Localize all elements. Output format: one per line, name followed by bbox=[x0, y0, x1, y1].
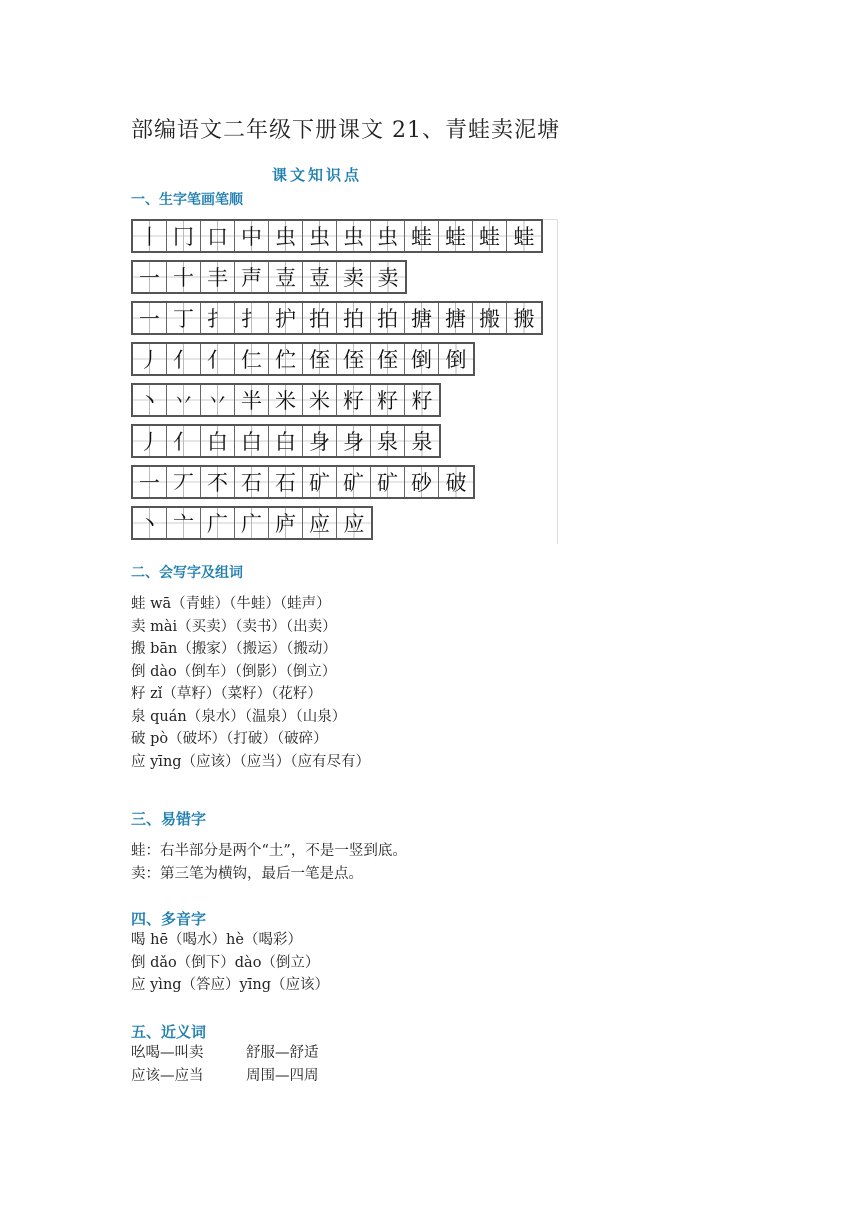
stroke-glyph: 蛙 bbox=[445, 225, 466, 249]
stroke-glyph: 虫 bbox=[377, 225, 398, 249]
stroke-cell bbox=[337, 262, 371, 292]
stroke-cell bbox=[133, 303, 167, 333]
stroke-glyph: 一 bbox=[139, 471, 160, 495]
polyphone-list bbox=[131, 929, 329, 997]
stroke-row bbox=[131, 424, 441, 458]
stroke-glyph: 拍 bbox=[309, 307, 330, 331]
stroke-glyph: 泉 bbox=[377, 430, 398, 454]
stroke-glyph: 蛙 bbox=[479, 225, 500, 249]
stroke-glyph: 矿 bbox=[377, 471, 398, 495]
stroke-glyph: 籽 bbox=[411, 389, 433, 413]
stroke-glyph: 搪 bbox=[411, 307, 432, 331]
synonym-row bbox=[131, 1042, 319, 1065]
error-prone-line: 蛙：右半部分是两个“土”，不是一竖到底。 bbox=[131, 843, 407, 859]
stroke-glyph: 丨 bbox=[139, 225, 160, 249]
stroke-cell bbox=[269, 221, 303, 251]
error-prone-list bbox=[131, 840, 407, 885]
stroke-glyph: 应 bbox=[343, 512, 365, 536]
stroke-order-chart bbox=[131, 219, 557, 543]
stroke-glyph: 白 bbox=[207, 430, 228, 454]
polyphone-line: 倒 dǎo（倒下）dào（倒立） bbox=[131, 954, 320, 971]
stroke-glyph: 丷 bbox=[173, 389, 194, 413]
stroke-glyph: 亻 bbox=[173, 430, 194, 454]
stroke-cell bbox=[167, 467, 201, 497]
stroke-glyph: 虫 bbox=[275, 225, 296, 249]
stroke-cell bbox=[405, 303, 439, 333]
stroke-glyph: 搬 bbox=[479, 307, 500, 331]
stroke-glyph: 丆 bbox=[173, 471, 194, 495]
stroke-cell bbox=[201, 385, 235, 415]
stroke-cell bbox=[201, 508, 235, 538]
synonym-list bbox=[131, 1042, 319, 1087]
stroke-cell bbox=[269, 344, 303, 374]
stroke-glyph: 侄 bbox=[309, 348, 330, 372]
stroke-glyph: 侄 bbox=[343, 348, 364, 372]
stroke-glyph: 身 bbox=[343, 430, 364, 454]
stroke-cell bbox=[439, 303, 473, 333]
stroke-glyph: 矿 bbox=[309, 471, 330, 495]
stroke-glyph: 伫 bbox=[275, 348, 296, 372]
synonym-pair: 周围—四周 bbox=[246, 1067, 319, 1084]
stroke-glyph: 石 bbox=[241, 471, 262, 495]
stroke-glyph: 蛙 bbox=[411, 225, 432, 249]
stroke-cell bbox=[405, 467, 439, 497]
stroke-glyph: 破 bbox=[445, 471, 467, 495]
stroke-glyph: 丁 bbox=[173, 307, 194, 331]
stroke-cell bbox=[371, 221, 405, 251]
stroke-cell bbox=[133, 221, 167, 251]
stroke-glyph: 亻 bbox=[173, 348, 194, 372]
stroke-glyph: 搪 bbox=[445, 307, 466, 331]
stroke-cell bbox=[133, 467, 167, 497]
stroke-glyph: 壴 bbox=[309, 266, 330, 290]
stroke-cell bbox=[133, 262, 167, 292]
stroke-cell bbox=[303, 385, 337, 415]
stroke-cell bbox=[303, 426, 337, 456]
stroke-cell bbox=[303, 221, 337, 251]
stroke-glyph: 口 bbox=[207, 225, 228, 249]
stroke-cell bbox=[201, 344, 235, 374]
stroke-glyph: 丷 bbox=[207, 389, 228, 413]
stroke-cell bbox=[337, 303, 371, 333]
stroke-cell bbox=[337, 344, 371, 374]
stroke-cell bbox=[371, 303, 405, 333]
stroke-glyph: 拍 bbox=[343, 307, 364, 331]
stroke-glyph: 搬 bbox=[513, 307, 535, 331]
stroke-cell bbox=[167, 508, 201, 538]
section-heading-error-prone: 三、易错字 bbox=[131, 810, 207, 828]
stroke-cell bbox=[235, 303, 269, 333]
stroke-cell bbox=[201, 303, 235, 333]
stroke-glyph: 籽 bbox=[343, 389, 364, 413]
stroke-cell bbox=[507, 303, 541, 333]
synonym-pair: 舒服—舒适 bbox=[246, 1045, 319, 1061]
stroke-glyph: 应 bbox=[309, 512, 330, 536]
stroke-cell bbox=[507, 221, 541, 251]
stroke-cell bbox=[371, 385, 405, 415]
stroke-glyph: 中 bbox=[241, 225, 262, 249]
stroke-glyph: 丶 bbox=[139, 512, 160, 536]
word-line: 泉 quán（泉水）（温泉）（山泉） bbox=[131, 708, 347, 725]
stroke-glyph: 亠 bbox=[173, 512, 194, 536]
stroke-cell bbox=[201, 262, 235, 292]
error-prone-line: 卖：第三笔为横钩，最后一笔是点。 bbox=[131, 865, 363, 882]
stroke-glyph: 白 bbox=[241, 430, 262, 454]
stroke-row bbox=[131, 342, 475, 376]
stroke-cell bbox=[405, 221, 439, 251]
stroke-glyph: 虫 bbox=[343, 225, 364, 249]
word-list bbox=[131, 593, 370, 773]
stroke-glyph: 扌 bbox=[207, 307, 228, 331]
section-heading-polyphones: 四、多音字 bbox=[131, 910, 207, 928]
stroke-cell bbox=[269, 467, 303, 497]
stroke-cell bbox=[133, 426, 167, 456]
synonym-row bbox=[131, 1065, 319, 1088]
stroke-glyph: 一 bbox=[139, 307, 160, 331]
stroke-cell bbox=[473, 303, 507, 333]
stroke-cell bbox=[269, 385, 303, 415]
stroke-cell bbox=[337, 426, 371, 456]
stroke-cell bbox=[473, 221, 507, 251]
stroke-glyph: 矿 bbox=[343, 471, 364, 495]
stroke-cell bbox=[201, 467, 235, 497]
stroke-glyph: 虫 bbox=[309, 225, 330, 249]
stroke-cell bbox=[337, 385, 371, 415]
stroke-glyph: 泉 bbox=[411, 430, 433, 454]
stroke-cell bbox=[405, 385, 439, 415]
stroke-cell bbox=[269, 508, 303, 538]
word-line: 搬 bān（搬家）（搬运）（搬动） bbox=[131, 641, 337, 657]
stroke-glyph: 蛙 bbox=[513, 225, 535, 249]
stroke-glyph: 壴 bbox=[275, 266, 296, 290]
stroke-cell bbox=[235, 262, 269, 292]
stroke-glyph: 一 bbox=[139, 266, 160, 290]
stroke-glyph: 扌 bbox=[241, 307, 262, 331]
stroke-glyph: 石 bbox=[275, 471, 296, 495]
page-title: 部编语文二年级下册课文 21、青蛙卖泥塘 bbox=[131, 118, 560, 143]
stroke-cell bbox=[303, 508, 337, 538]
stroke-row bbox=[131, 383, 441, 417]
stroke-cell bbox=[167, 344, 201, 374]
word-line: 倒 dào（倒车）（倒影）（倒立） bbox=[131, 663, 337, 680]
stroke-glyph: 护 bbox=[275, 307, 296, 331]
stroke-row bbox=[131, 301, 543, 335]
word-line: 籽 zǐ（草籽）（菜籽）（花籽） bbox=[131, 686, 322, 702]
stroke-cell bbox=[167, 221, 201, 251]
stroke-glyph: 丿 bbox=[139, 430, 160, 454]
stroke-row bbox=[131, 465, 475, 499]
stroke-cell bbox=[133, 385, 167, 415]
stroke-cell bbox=[371, 426, 405, 456]
stroke-cell bbox=[439, 221, 473, 251]
stroke-glyph: 十 bbox=[173, 266, 194, 290]
stroke-cell bbox=[405, 344, 439, 374]
stroke-cell bbox=[303, 344, 337, 374]
stroke-glyph: 身 bbox=[309, 430, 330, 454]
stroke-cell bbox=[337, 467, 371, 497]
stroke-cell bbox=[201, 221, 235, 251]
stroke-glyph: 广 bbox=[207, 512, 228, 536]
stroke-cell bbox=[371, 344, 405, 374]
stroke-glyph: 倒 bbox=[411, 348, 432, 372]
stroke-glyph: 籽 bbox=[377, 389, 398, 413]
stroke-cell bbox=[371, 262, 405, 292]
stroke-glyph: 不 bbox=[207, 471, 228, 495]
stroke-cell bbox=[167, 303, 201, 333]
stroke-cell bbox=[337, 221, 371, 251]
stroke-glyph: 庐 bbox=[275, 512, 296, 536]
stroke-glyph: 冂 bbox=[173, 225, 194, 249]
word-line: 蛙 wā（青蛙）（牛蛙）（蛙声） bbox=[131, 596, 331, 612]
stroke-glyph: 拍 bbox=[377, 307, 398, 331]
stroke-glyph: 广 bbox=[241, 512, 262, 536]
section-heading-synonyms: 五、近义词 bbox=[131, 1023, 207, 1041]
stroke-cell bbox=[235, 344, 269, 374]
stroke-glyph: 卖 bbox=[377, 266, 399, 290]
stroke-glyph: 卖 bbox=[343, 266, 364, 290]
stroke-glyph: 米 bbox=[309, 389, 330, 413]
stroke-cell bbox=[303, 262, 337, 292]
stroke-cell bbox=[371, 467, 405, 497]
polyphone-line: 应 yìng（答应）yīng（应该） bbox=[131, 977, 330, 993]
stroke-glyph: 仁 bbox=[241, 348, 262, 372]
stroke-glyph: 砂 bbox=[411, 471, 432, 495]
stroke-cell bbox=[167, 426, 201, 456]
stroke-glyph: 丿 bbox=[139, 348, 160, 372]
word-line: 应 yīng（应该）（应当）（应有尽有） bbox=[131, 753, 371, 770]
stroke-cell bbox=[269, 262, 303, 292]
stroke-glyph: 侄 bbox=[377, 348, 398, 372]
stroke-cell bbox=[201, 426, 235, 456]
stroke-cell bbox=[235, 385, 269, 415]
stroke-cell bbox=[235, 426, 269, 456]
stroke-cell bbox=[439, 467, 473, 497]
word-line: 卖 mài（买卖）（卖书）（出卖） bbox=[131, 618, 337, 635]
stroke-cell bbox=[167, 262, 201, 292]
synonym-pair: 吆喝—叫卖 bbox=[131, 1045, 204, 1061]
stroke-cell bbox=[133, 508, 167, 538]
stroke-cell bbox=[167, 385, 201, 415]
stroke-glyph: 米 bbox=[275, 389, 296, 413]
stroke-cell bbox=[303, 467, 337, 497]
stroke-cell bbox=[405, 426, 439, 456]
stroke-cell bbox=[337, 508, 371, 538]
stroke-glyph: 声 bbox=[241, 266, 262, 290]
stroke-row bbox=[131, 219, 543, 253]
stroke-cell bbox=[235, 508, 269, 538]
stroke-glyph: 半 bbox=[241, 389, 262, 413]
stroke-cell bbox=[235, 467, 269, 497]
section-heading-words: 二、会写字及组词 bbox=[131, 565, 243, 581]
synonym-pair: 应该—应当 bbox=[131, 1067, 204, 1084]
stroke-cell bbox=[133, 344, 167, 374]
stroke-glyph: 倒 bbox=[445, 348, 467, 372]
polyphone-line: 喝 hē（喝水）hè（喝彩） bbox=[131, 932, 302, 948]
stroke-cell bbox=[303, 303, 337, 333]
stroke-cell bbox=[269, 426, 303, 456]
stroke-row bbox=[131, 506, 373, 540]
stroke-glyph: 白 bbox=[275, 430, 296, 454]
stroke-glyph: 丶 bbox=[139, 389, 160, 413]
stroke-glyph: 亻 bbox=[207, 348, 228, 372]
stroke-cell bbox=[235, 221, 269, 251]
stroke-cell bbox=[439, 344, 473, 374]
stroke-cell bbox=[269, 303, 303, 333]
stroke-glyph: 丰 bbox=[207, 266, 228, 290]
section-heading-strokes: 一、生字笔画笔顺 bbox=[131, 192, 243, 208]
word-line: 破 pò（破坏）（打破）（破碎） bbox=[131, 731, 328, 747]
stroke-row bbox=[131, 260, 407, 294]
subtitle: 课文知识点 bbox=[272, 166, 363, 184]
